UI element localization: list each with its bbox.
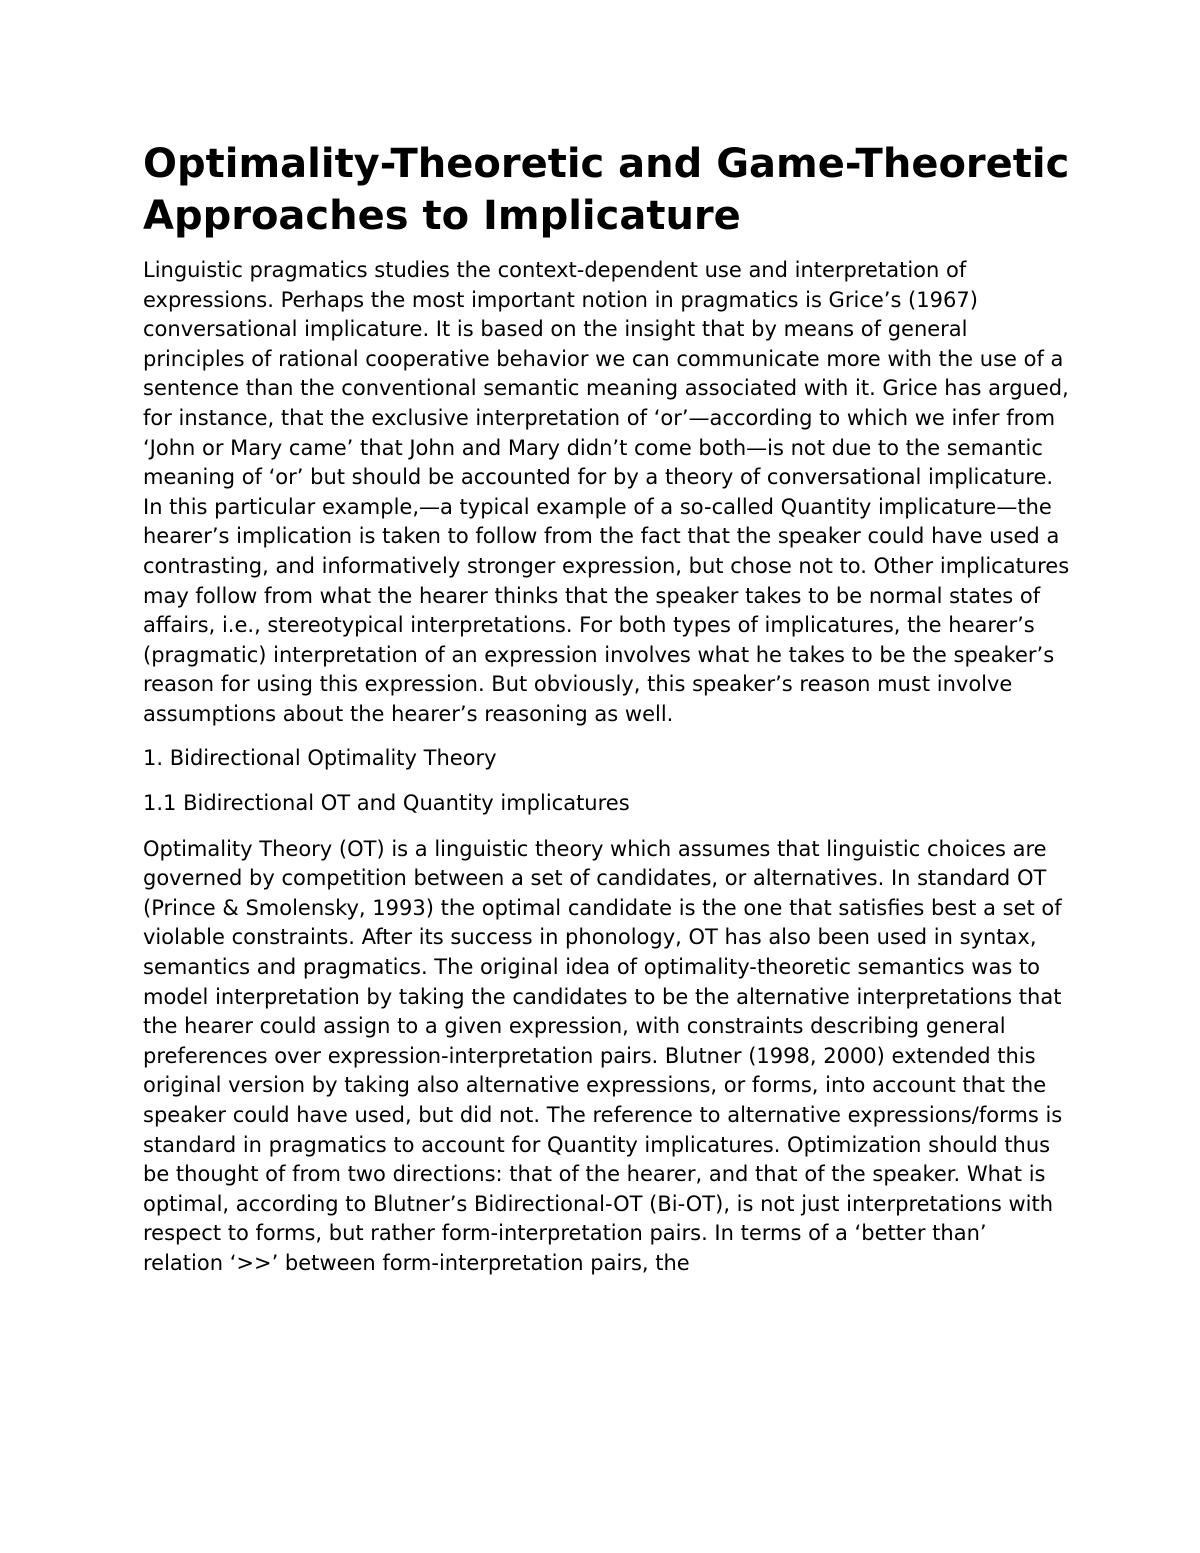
section-paragraph: Optimality Theory (OT) is a linguistic theory which assumes that linguistic choices are governed by competition between a set of candidates, or alternatives. In standard OT (Prince & Smolensky, 1993) the optimal candidate is the one that satisfies best a set of violable constraints. After its success in phonology, OT has also been used in syntax, semantics and pragmatics. The original idea of optimality-theoretic semantics was to model interpretation by taking the candidates to be the alternative interpretations that the hearer could assign to a given expression, with constraints describing general preferences over expression-interpretation pairs. Blutner (1998, 2000) extended this original version by taking also alternative expressions, or forms, into account that the speaker could have used, but did not. The reference to alternative expressions/forms is standard in pragmatics to account for Quantity implicatures. Optimization should thus be thought of from two directions: that of the hearer, and that of the speaker. What is optimal, according to Blutner’s Bidirectional-OT (Bi-OT), is not just interpretations with respect to forms, but rather form-interpretation pairs. In terms of a ‘better than’ relation ‘>>’ between form-interpretation pairs, the [143,836,1063,1275]
document-title: Optimality-Theoretic and Game-Theoretic Approaches to Implicature [143,141,1070,239]
document-page [143,138,1073,1279]
subsection-heading: 1.1 Bidirectional OT and Quantity implicatures [143,791,630,816]
section-heading: 1. Bidirectional Optimality Theory [143,745,497,770]
intro-paragraph: Linguistic pragmatics studies the context-dependent use and interpretation of expressions. Perhaps the most important notion in pragmatics is Grice’s (1967) conversational implicature. It is based on the insight that by means of general principles of rational cooperative behavior we can communicate more with the use of a sentence than the conventional semantic meaning associated with it. Grice has argued, for instance, that the exclusive interpretation of ‘or’—according to which we infer from ‘John or Mary came’ that John and Mary didn’t come both—is not due to the semantic meaning of ‘or’ but should be accounted for by a theory of conversational implicature. In this particular example,—a typical example of a so-called Quantity implicature—the hearer’s implication is taken to follow from the fact that the speaker could have used a contrasting, and informatively stronger expression, but chose not to. Other implicatures may follow from what the hearer thinks that the speaker takes to be normal states of affairs, i.e., stereotypical interpretations. For both types of implicatures, the hearer’s (pragmatic) interpretation of an expression involves what he takes to be the speaker’s reason for using this expression. But obviously, this speaker’s reason must involve assumptions about the hearer’s reasoning as well. [143,258,1070,726]
